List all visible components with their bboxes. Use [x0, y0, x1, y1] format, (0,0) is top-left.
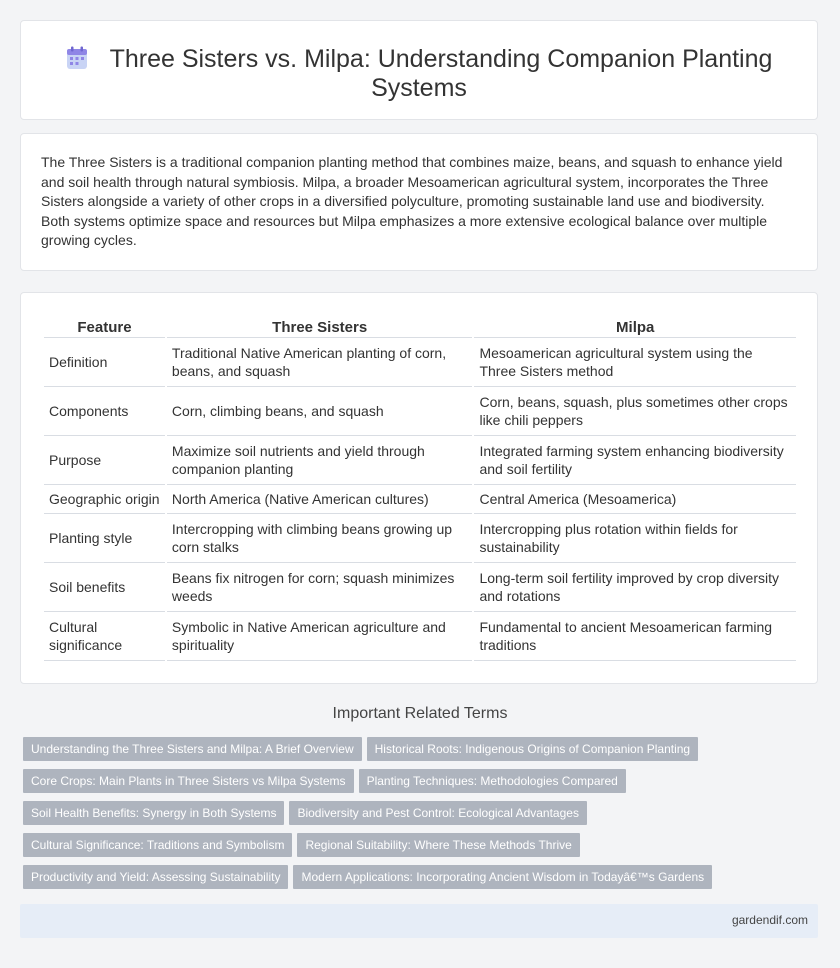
related-term-tag[interactable]: Planting Techniques: Methodologies Compared	[359, 769, 626, 793]
feature-cell: Purpose	[44, 436, 165, 485]
calendar-icon	[66, 46, 88, 70]
table-header-row	[44, 317, 796, 338]
three-sisters-cell: Symbolic in Native American agriculture and spirituality	[167, 612, 473, 661]
three-sisters-cell: Maximize soil nutrients and yield through companion planting	[167, 436, 473, 485]
related-term-tag[interactable]: Soil Health Benefits: Synergy in Both Systems	[23, 801, 284, 825]
feature-cell: Cultural significance	[44, 612, 165, 661]
table-row	[44, 612, 796, 661]
three-sisters-cell: Traditional Native American planting of corn, beans, and squash	[167, 338, 473, 387]
table-row	[44, 338, 796, 387]
related-term-tag[interactable]: Cultural Significance: Traditions and Symbolism	[23, 833, 292, 857]
title-line-2: Systems	[371, 74, 467, 102]
comparison-table	[42, 317, 798, 661]
related-term-tag[interactable]: Historical Roots: Indigenous Origins of Companion Planting	[367, 737, 699, 761]
milpa-cell: Central America (Mesoamerica)	[474, 485, 796, 514]
milpa-cell: Intercropping plus rotation within fields for sustainability	[474, 514, 796, 563]
milpa-cell: Corn, beans, squash, plus sometimes other crops like chili peppers	[474, 387, 796, 436]
three-sisters-cell: Corn, climbing beans, and squash	[167, 387, 473, 436]
feature-cell: Planting style	[44, 514, 165, 563]
footer	[20, 904, 818, 938]
related-term-tag[interactable]: Modern Applications: Incorporating Ancient Wisdom in Todayâ€™s Gardens	[293, 865, 712, 889]
related-terms-heading: Important Related Terms	[332, 705, 508, 722]
related-term-tag[interactable]: Productivity and Yield: Assessing Sustainability	[23, 865, 288, 889]
table-row	[44, 485, 796, 514]
table-row	[44, 514, 796, 563]
table-row	[44, 387, 796, 436]
page-title	[21, 45, 817, 103]
feature-cell: Components	[44, 387, 165, 436]
related-term-tag[interactable]: Understanding the Three Sisters and Milpa: A Brief Overview	[23, 737, 362, 761]
title-card	[20, 20, 818, 120]
feature-cell: Soil benefits	[44, 563, 165, 612]
three-sisters-cell: North America (Native American cultures)	[167, 485, 473, 514]
related-terms-list	[23, 737, 823, 897]
table-row	[44, 563, 796, 612]
footer-site-link[interactable]: gardendif.com	[731, 913, 808, 927]
header-milpa: Milpa	[474, 317, 796, 338]
milpa-cell: Integrated farming system enhancing biodiversity and soil fertility	[474, 436, 796, 485]
milpa-cell: Fundamental to ancient Mesoamerican farming traditions	[474, 612, 796, 661]
milpa-cell: Long-term soil fertility improved by crop diversity and rotations	[474, 563, 796, 612]
milpa-cell: Mesoamerican agricultural system using the Three Sisters method	[474, 338, 796, 387]
feature-cell: Geographic origin	[44, 485, 165, 514]
feature-cell: Definition	[44, 338, 165, 387]
table-row	[44, 436, 796, 485]
intro-paragraph: The Three Sisters is a traditional companion planting method that combines maize, beans, and squash to enhance yield and soil health through natural symbiosis. Milpa, a broader Mesoamerican agricultural system, incorporates the Three Sisters alongside a variety of other crops in a diversified polyculture, promoting sustainable land use and biodiversity. Both systems optimize space and resources but Milpa emphasizes a more extensive ecological balance over multiple growing cycles.	[41, 154, 783, 248]
intro-card	[20, 133, 818, 271]
related-term-tag[interactable]: Core Crops: Main Plants in Three Sisters vs Milpa Systems	[23, 769, 354, 793]
header-three-sisters: Three Sisters	[167, 317, 473, 338]
related-term-tag[interactable]: Biodiversity and Pest Control: Ecological Advantages	[289, 801, 587, 825]
comparison-table-card	[20, 292, 818, 684]
title-line-1: Three Sisters vs. Milpa: Understanding Companion Planting	[109, 45, 773, 73]
header-feature: Feature	[44, 317, 165, 338]
related-term-tag[interactable]: Regional Suitability: Where These Methods Thrive	[297, 833, 579, 857]
three-sisters-cell: Intercropping with climbing beans growing up corn stalks	[167, 514, 473, 563]
three-sisters-cell: Beans fix nitrogen for corn; squash minimizes weeds	[167, 563, 473, 612]
